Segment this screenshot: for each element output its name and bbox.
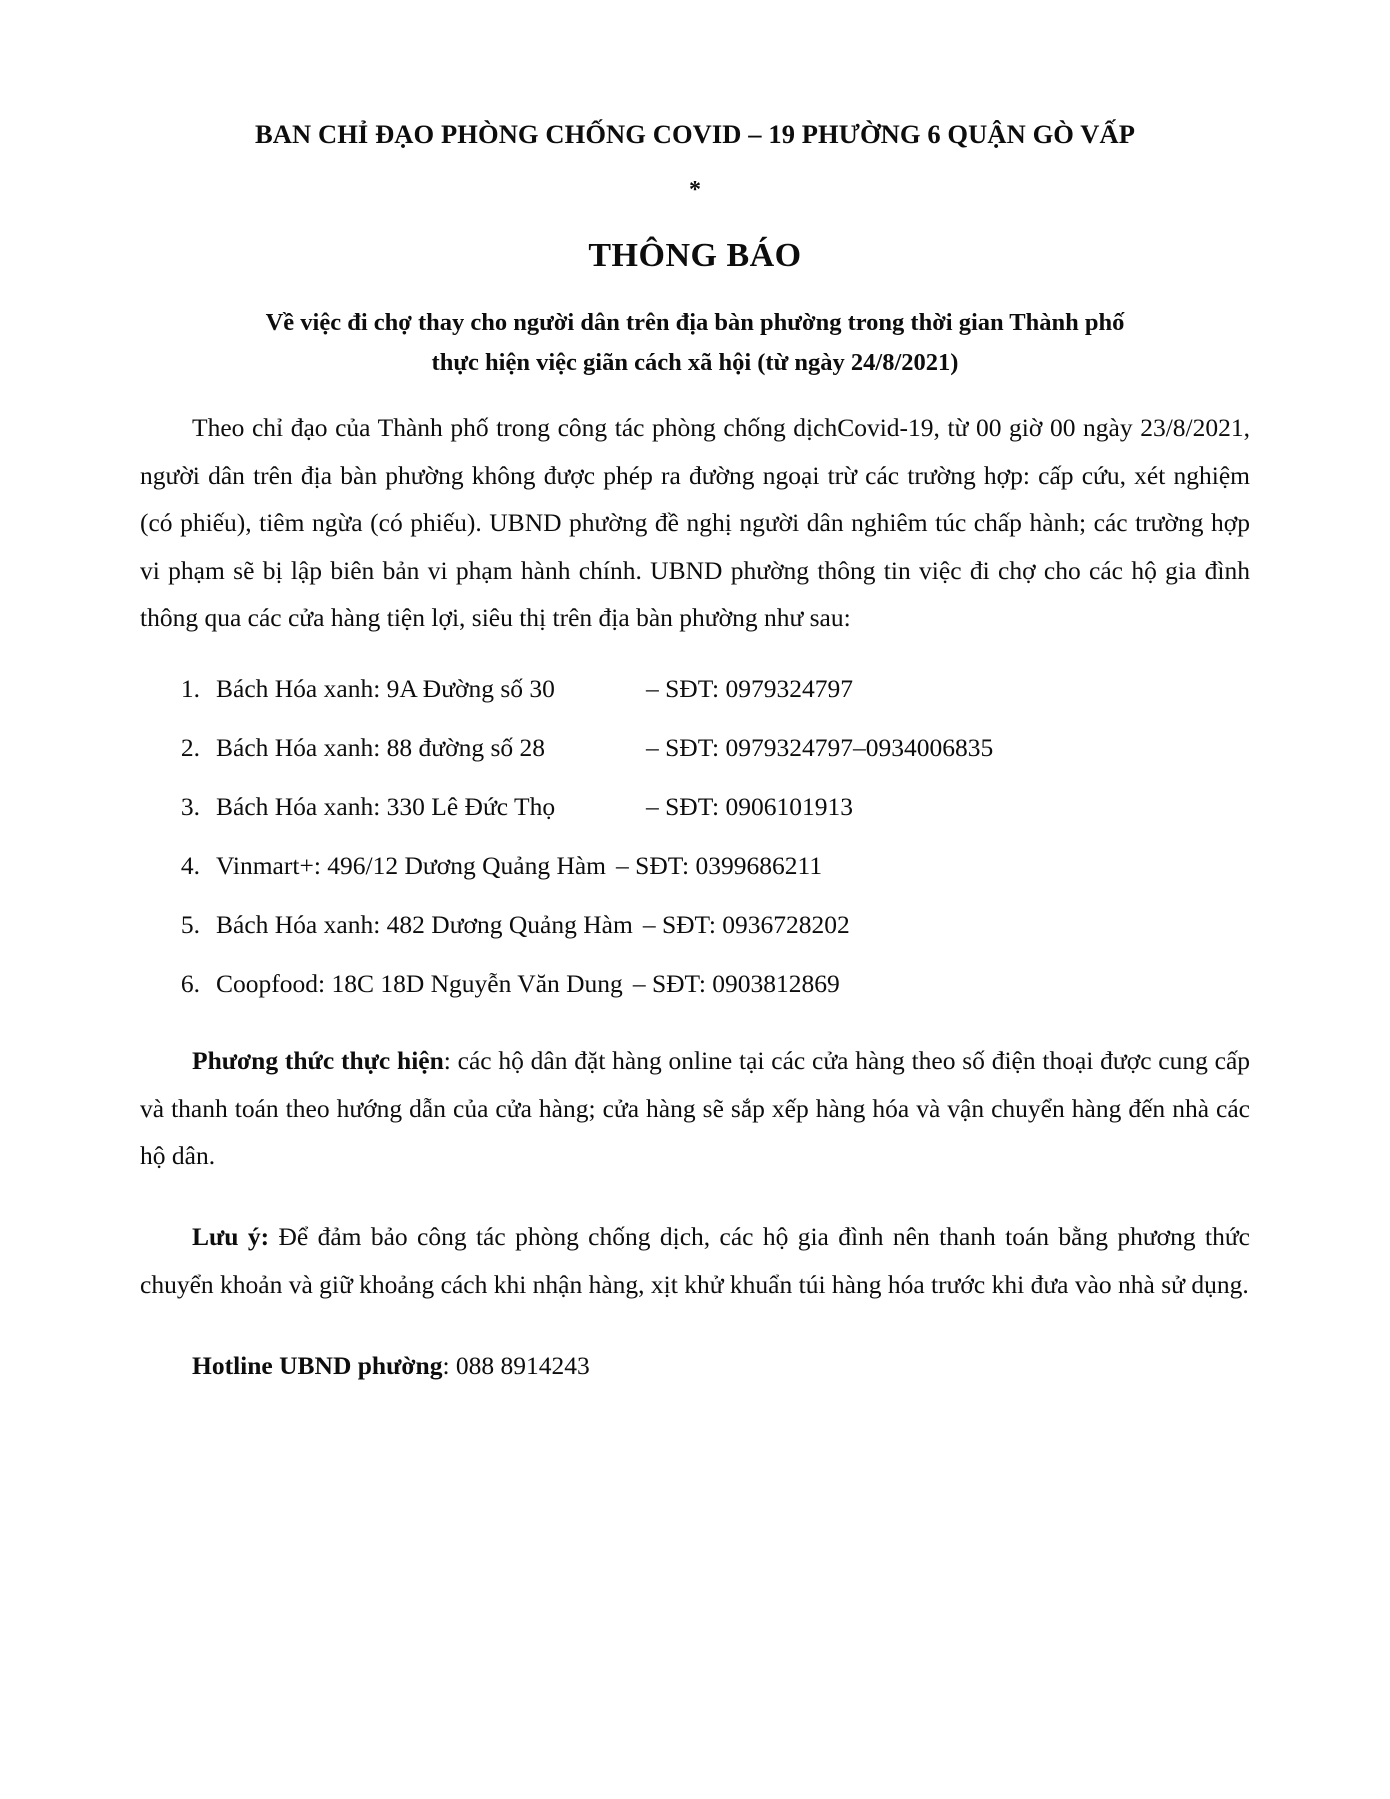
list-item <box>140 848 1250 885</box>
list-item-number: 1. <box>180 674 200 704</box>
list-item <box>140 789 1250 826</box>
note-text: Để đảm bảo công tác phòng chống dịch, các hộ gia đình nên thanh toán bằng phương thức chuyển khoản và giữ khoảng cách khi nhận hàng, xịt khử khuẩn túi hàng hóa trước khi đưa vào nhà sử dụng. <box>140 1222 1250 1299</box>
intro-paragraph: Theo chỉ đạo của Thành phố trong công tác phòng chống dịchCovid-19, từ 00 giờ 00 ngày 23/8/2021, người dân trên địa bàn phường không được phép ra đường ngoại trừ các trường hợp: cấp cứu, xét nghiệm (có phiếu), tiêm ngừa (có phiếu). UBND phường đề nghị người dân nghiêm túc chấp hành; các trường hợp vi phạm sẽ bị lập biên bản vi phạm hành chính. UBND phường thông tin việc đi chợ cho các hộ gia đình thông qua các cửa hàng tiện lợi, siêu thị trên địa bàn phường như sau: <box>140 413 1250 632</box>
list-item <box>140 671 1250 708</box>
organization-title: BAN CHỈ ĐẠO PHÒNG CHỐNG COVID – 19 PHƯỜNG 6 QUẬN GÒ VẤP <box>255 119 1135 149</box>
method-label: Phương thức thực hiện <box>192 1046 444 1076</box>
method-paragraph <box>140 1037 1250 1179</box>
hotline-value: : 088 8914243 <box>442 1351 590 1381</box>
store-list <box>140 671 1250 1003</box>
list-item-number: 6. <box>180 969 200 999</box>
list-item-name: Vinmart+: 496/12 Dương Quảng Hàm <box>216 851 607 881</box>
list-item <box>140 730 1250 767</box>
list-item-number: 3. <box>180 792 200 822</box>
list-item <box>140 907 1250 944</box>
list-item-name: Bách Hóa xanh: 330 Lê Đức Thọ <box>216 792 556 822</box>
subtitle-line-1: Về việc đi chợ thay cho người dân trên địa bàn phường trong thời gian Thành phố <box>265 308 1125 336</box>
list-item-name: Bách Hóa xanh: 482 Dương Quảng Hàm <box>216 910 633 940</box>
list-item-phone: – SĐT: 0903812869 <box>632 969 840 999</box>
list-item-phone: – SĐT: 0979324797–0934006835 <box>646 733 994 763</box>
title-separator: * <box>689 177 701 204</box>
list-item-phone: – SĐT: 0979324797 <box>646 674 853 704</box>
list-item-name: Bách Hóa xanh: 9A Đường số 30 <box>216 674 555 704</box>
list-item-phone: – SĐT: 0936728202 <box>642 910 850 940</box>
list-item-phone: – SĐT: 0399686211 <box>616 851 823 881</box>
list-item <box>140 966 1250 1003</box>
method-text: : các hộ dân đặt hàng online tại các cửa hàng theo số điện thoại được cung cấp và thanh toán theo hướng dẫn của cửa hàng; cửa hàng sẽ sắp xếp hàng hóa và vận chuyển hàng đến nhà các hộ dân. <box>140 1046 1251 1171</box>
hotline-paragraph <box>140 1342 1250 1389</box>
list-item-number: 2. <box>180 733 200 763</box>
list-item-number: 4. <box>180 851 200 881</box>
hotline-label: Hotline UBND phường <box>192 1351 443 1381</box>
list-item-number: 5. <box>180 910 200 940</box>
subtitle-line-2: thực hiện việc giãn cách xã hội (từ ngày 24/8/2021) <box>431 348 959 376</box>
note-paragraph <box>140 1213 1250 1308</box>
document-title: THÔNG BÁO <box>588 237 802 275</box>
document-subtitle <box>225 303 1165 382</box>
list-item-name: Bách Hóa xanh: 88 đường số 28 <box>216 733 546 763</box>
note-label: Lưu ý: <box>192 1222 270 1252</box>
list-item-name: Coopfood: 18C 18D Nguyễn Văn Dung <box>216 969 623 999</box>
list-item-phone: – SĐT: 0906101913 <box>646 792 853 822</box>
